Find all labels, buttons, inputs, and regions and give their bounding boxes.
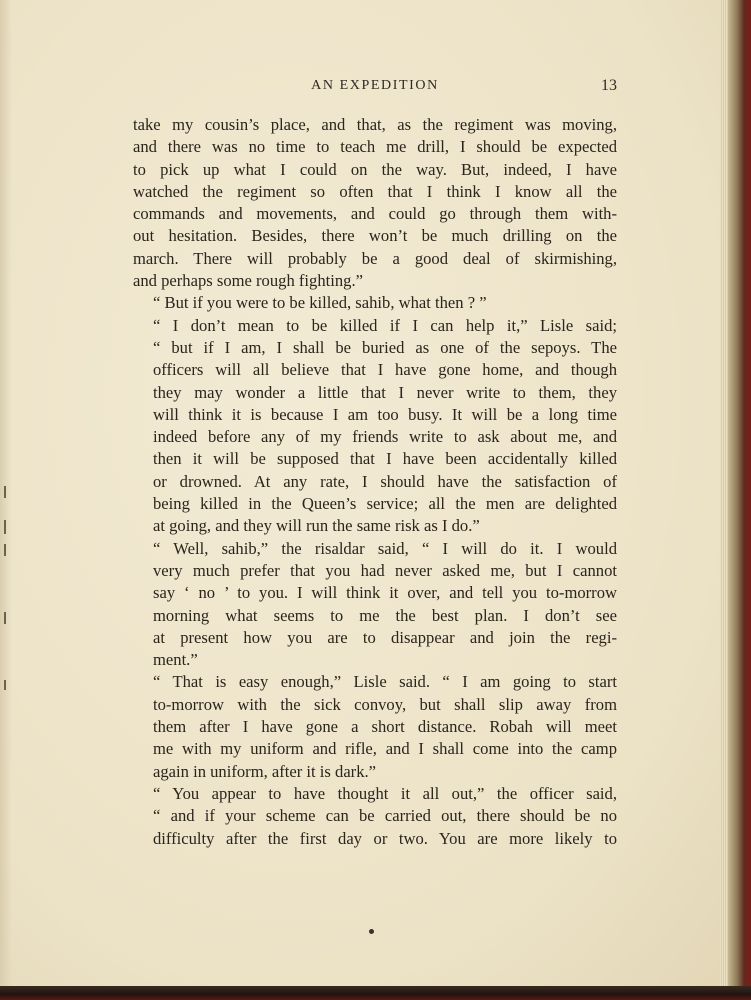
text-line: out hesitation. Besides, there won’t be much drilling on the [133,226,617,246]
text-line: again in uniform, after it is dark.” [153,761,377,781]
text-line: at present how you are to disappear and join the regi- [153,627,617,647]
paragraph [133,671,617,782]
text-line: to pick up what I could on the way. But, indeed, I have [133,159,617,179]
margin-mark [4,486,6,498]
text-line: indeed before any of my friends write to ask about me, and [153,427,617,447]
text-line: “ You appear to have thought it all out,” the officer said, [153,783,617,803]
text-line: very much prefer that you had never asked me, but I cannot [153,560,617,580]
paragraph [133,538,617,672]
text-line: “ Well, sahib,” the risaldar said, “ I will do it. I would [153,538,617,558]
book-spine [728,0,751,1000]
text-line: and perhaps some rough fighting.” [133,271,363,291]
text-line: take my cousin’s place, and that, as the regiment was moving, [133,115,617,134]
paragraph [133,783,617,850]
text-line: them after I have gone a short distance. Robah will meet [153,717,617,737]
text-line: say ‘ no ’ to you. I will think it over, and tell you to-morrow [153,583,617,603]
text-line: and there was no time to teach me drill, I should be expected [133,137,617,157]
margin-mark [4,520,6,534]
text-line: they may wonder a little that I never write to them, they [153,382,617,402]
text-line: ment.” [153,650,198,670]
text-line: morning what seems to me the best plan. I don’t see [153,605,617,625]
paragraph [133,315,617,538]
text-line: commands and movements, and could go through them with- [133,204,617,224]
text-line: march. There will probably be a good deal of skirmishing, [133,248,617,268]
running-head: AN EXPEDITION [311,78,439,93]
margin-mark [4,612,6,624]
paragraph [133,292,617,314]
text-line: being killed in the Queen’s service; all the men are delighted [153,494,617,514]
page-gutter-shadow [0,0,12,988]
text-line: at going, and they will run the same risk as I do.” [153,516,480,536]
text-line: to-morrow with the sick convoy, but shall slip away from [153,694,617,714]
text-line: then it will be supposed that I have been accidentally killed [153,449,617,469]
text-line: “ but if I am, I shall be buried as one of the sepoys. The [153,337,617,357]
page-number: 13 [601,77,617,94]
margin-mark [4,680,6,690]
text-line: “ But if you were to be killed, sahib, what then ? ” [153,293,487,313]
text-line: “ That is easy enough,” Lisle said. “ I am going to start [153,672,617,692]
text-line: me with my uniform and rifle, and I shall come into the camp [153,739,617,759]
text-line: officers will all believe that I have gone home, and though [153,360,617,380]
body-text [133,114,617,850]
page-header [133,76,617,100]
printer-dot [369,929,374,934]
book-bottom-edge [0,986,751,1000]
margin-mark [4,544,6,556]
paragraph [133,114,617,292]
text-line: watched the regiment so often that I think I know all the [133,181,617,201]
page-edges [720,0,728,988]
text-line: will think it is because I am too busy. It will be a long time [153,404,617,424]
text-line: difficulty after the first day or two. You are more likely to [153,828,617,848]
text-line: or drowned. At any rate, I should have the satisfaction of [153,471,617,491]
text-line: “ I don’t mean to be killed if I can help it,” Lisle said; [153,315,617,335]
text-line: “ and if your scheme can be carried out, there should be no [153,806,617,826]
